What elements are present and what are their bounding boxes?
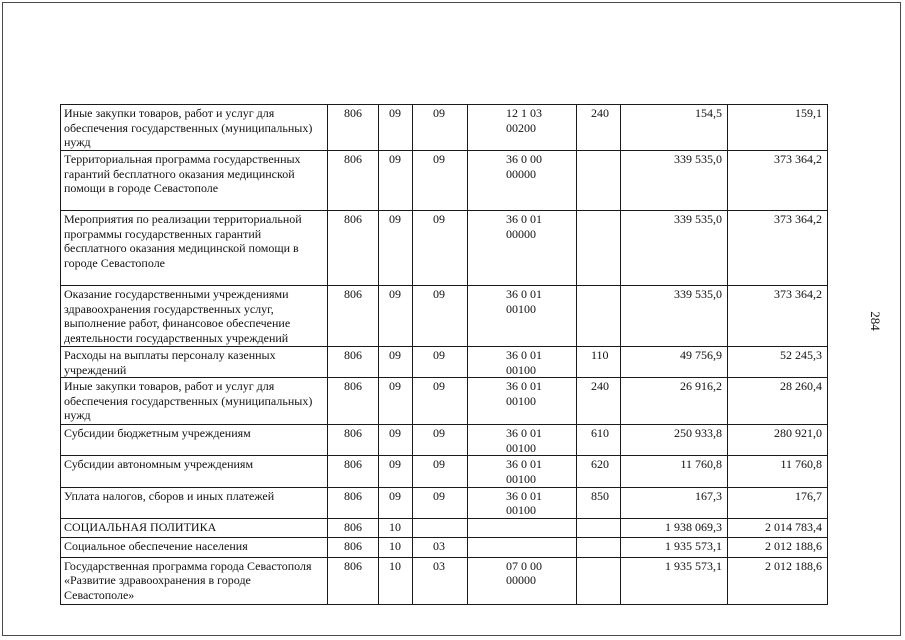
item-name-cell: Расходы на выплаты персоналу казенных учреждений xyxy=(61,347,328,378)
section-code-cell: 10 xyxy=(379,537,413,557)
item-name-cell: Иные закупки товаров, работ и услуг для обеспечения государственных (муниципальных) нужд xyxy=(61,378,328,425)
item-name-cell: Субсидии автономным учреждениям xyxy=(61,456,328,487)
table-row xyxy=(61,347,828,378)
subsection-code-cell: 09 xyxy=(413,425,468,456)
expense-type-cell xyxy=(577,537,621,557)
item-name-cell: Государственная программа города Севастополя «Развитие здравоохранения в городе Севастополе» xyxy=(61,557,328,604)
expense-type-cell xyxy=(577,151,621,211)
expense-type-cell: 620 xyxy=(577,456,621,487)
table-row xyxy=(61,286,828,347)
item-name-cell: Оказание государственными учреждениями здравоохранения государственных услуг, выполнение работ, финансовое обеспечение деятельности государственных учреждений xyxy=(61,286,328,347)
ministry-code-cell: 806 xyxy=(328,518,379,537)
item-name-cell: Уплата налогов, сборов и иных платежей xyxy=(61,487,328,518)
section-code-cell: 09 xyxy=(379,211,413,286)
section-code-cell: 09 xyxy=(379,456,413,487)
amount-year-1-cell: 154,5 xyxy=(621,105,728,151)
amount-year-2-cell: 2 012 188,6 xyxy=(728,557,828,604)
item-name-cell: Субсидии бюджетным учреждениям xyxy=(61,425,328,456)
subsection-code-cell: 09 xyxy=(413,378,468,425)
amount-year-1-cell: 1 938 069,3 xyxy=(621,518,728,537)
amount-year-2-cell: 2 014 783,4 xyxy=(728,518,828,537)
target-article-cell: 36 0 01 00100 xyxy=(468,286,577,347)
amount-year-1-cell: 49 756,9 xyxy=(621,347,728,378)
ministry-code-cell: 806 xyxy=(328,557,379,604)
table-row xyxy=(61,378,828,425)
table-row xyxy=(61,105,828,151)
target-article-cell: 36 0 01 00100 xyxy=(468,347,577,378)
subsection-code-cell: 09 xyxy=(413,456,468,487)
section-code-cell: 09 xyxy=(379,347,413,378)
item-name-cell: Социальное обеспечение населения xyxy=(61,537,328,557)
amount-year-1-cell: 339 535,0 xyxy=(621,286,728,347)
ministry-code-cell: 806 xyxy=(328,456,379,487)
section-code-cell: 09 xyxy=(379,425,413,456)
target-article-cell xyxy=(468,537,577,557)
ministry-code-cell: 806 xyxy=(328,425,379,456)
item-name-cell: Мероприятия по реализации территориальной программы государственных гарантий бесплатного оказания медицинской помощи в городе Севастополе xyxy=(61,211,328,286)
expense-type-cell xyxy=(577,211,621,286)
amount-year-2-cell: 373 364,2 xyxy=(728,286,828,347)
target-article-cell xyxy=(468,518,577,537)
table-row xyxy=(61,456,828,487)
target-article-cell: 36 0 01 00100 xyxy=(468,456,577,487)
item-name-cell: Иные закупки товаров, работ и услуг для обеспечения государственных (муниципальных) нужд xyxy=(61,105,328,151)
expense-type-cell xyxy=(577,286,621,347)
target-article-cell: 36 0 01 00000 xyxy=(468,211,577,286)
ministry-code-cell: 806 xyxy=(328,211,379,286)
section-code-cell: 09 xyxy=(379,151,413,211)
amount-year-2-cell: 11 760,8 xyxy=(728,456,828,487)
subsection-code-cell: 03 xyxy=(413,557,468,604)
target-article-cell: 12 1 03 00200 xyxy=(468,105,577,151)
amount-year-1-cell: 167,3 xyxy=(621,487,728,518)
amount-year-1-cell: 339 535,0 xyxy=(621,151,728,211)
expense-type-cell xyxy=(577,518,621,537)
ministry-code-cell: 806 xyxy=(328,378,379,425)
amount-year-2-cell: 373 364,2 xyxy=(728,151,828,211)
table-row xyxy=(61,518,828,537)
expense-type-cell: 240 xyxy=(577,105,621,151)
expense-type-cell xyxy=(577,557,621,604)
amount-year-2-cell: 52 245,3 xyxy=(728,347,828,378)
expense-type-cell: 610 xyxy=(577,425,621,456)
target-article-cell: 36 0 01 00100 xyxy=(468,378,577,425)
target-article-cell: 36 0 01 00100 xyxy=(468,487,577,518)
subsection-code-cell: 09 xyxy=(413,211,468,286)
ministry-code-cell: 806 xyxy=(328,105,379,151)
amount-year-1-cell: 1 935 573,1 xyxy=(621,557,728,604)
budget-table xyxy=(60,104,828,605)
amount-year-2-cell: 176,7 xyxy=(728,487,828,518)
amount-year-1-cell: 339 535,0 xyxy=(621,211,728,286)
table-row xyxy=(61,487,828,518)
table-row xyxy=(61,537,828,557)
subsection-code-cell: 09 xyxy=(413,286,468,347)
amount-year-2-cell: 28 260,4 xyxy=(728,378,828,425)
item-name-cell: СОЦИАЛЬНАЯ ПОЛИТИКА xyxy=(61,518,328,537)
table-row xyxy=(61,151,828,211)
item-name-cell: Территориальная программа государственных гарантий бесплатного оказания медицинской помощи в городе Севастополе xyxy=(61,151,328,211)
target-article-cell: 07 0 00 00000 xyxy=(468,557,577,604)
page-number: 284 xyxy=(868,311,883,331)
target-article-cell: 36 0 01 00100 xyxy=(468,425,577,456)
amount-year-1-cell: 1 935 573,1 xyxy=(621,537,728,557)
expense-type-cell: 240 xyxy=(577,378,621,425)
subsection-code-cell xyxy=(413,518,468,537)
ministry-code-cell: 806 xyxy=(328,286,379,347)
subsection-code-cell: 09 xyxy=(413,487,468,518)
amount-year-2-cell: 159,1 xyxy=(728,105,828,151)
section-code-cell: 09 xyxy=(379,378,413,425)
subsection-code-cell: 09 xyxy=(413,151,468,211)
budget-table-body xyxy=(61,105,828,605)
table-row xyxy=(61,425,828,456)
section-code-cell: 09 xyxy=(379,105,413,151)
amount-year-1-cell: 250 933,8 xyxy=(621,425,728,456)
ministry-code-cell: 806 xyxy=(328,347,379,378)
section-code-cell: 09 xyxy=(379,286,413,347)
section-code-cell: 09 xyxy=(379,487,413,518)
section-code-cell: 10 xyxy=(379,557,413,604)
target-article-cell: 36 0 00 00000 xyxy=(468,151,577,211)
expense-type-cell: 110 xyxy=(577,347,621,378)
section-code-cell: 10 xyxy=(379,518,413,537)
subsection-code-cell: 03 xyxy=(413,537,468,557)
amount-year-1-cell: 11 760,8 xyxy=(621,456,728,487)
amount-year-2-cell: 373 364,2 xyxy=(728,211,828,286)
amount-year-1-cell: 26 916,2 xyxy=(621,378,728,425)
amount-year-2-cell: 280 921,0 xyxy=(728,425,828,456)
expense-type-cell: 850 xyxy=(577,487,621,518)
ministry-code-cell: 806 xyxy=(328,151,379,211)
subsection-code-cell: 09 xyxy=(413,105,468,151)
ministry-code-cell: 806 xyxy=(328,537,379,557)
table-row xyxy=(61,211,828,286)
ministry-code-cell: 806 xyxy=(328,487,379,518)
subsection-code-cell: 09 xyxy=(413,347,468,378)
amount-year-2-cell: 2 012 188,6 xyxy=(728,537,828,557)
table-row xyxy=(61,557,828,604)
